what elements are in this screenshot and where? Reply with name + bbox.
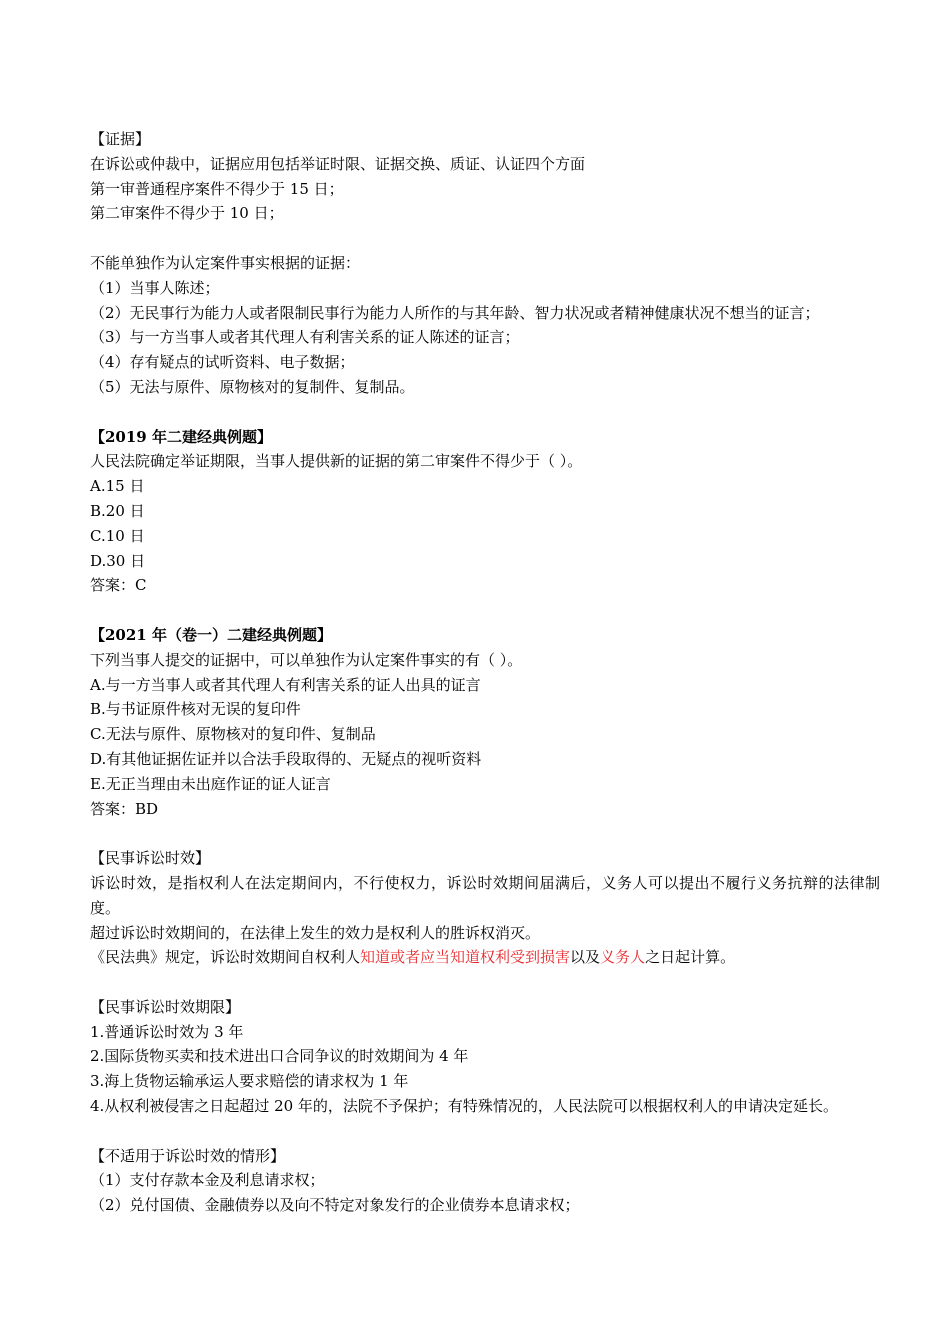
cannot-alone-item-4: （4）存有疑点的试听资料、电子数据； [90, 353, 355, 372]
cannot-alone-item-1: （1）当事人陈述； [90, 278, 220, 297]
document-page [90, 127, 880, 1218]
civil-code-rule [90, 945, 880, 970]
q2021-heading: 【2021 年（卷一）二建经典例题】 [90, 625, 332, 644]
civil-code-part-3: 之日起计算。 [645, 948, 736, 967]
not-applicable-item-1: （1）支付存款本金及利息请求权； [90, 1171, 325, 1190]
spacer [90, 400, 880, 425]
limitation-heading: 【民事诉讼时效】 [90, 849, 211, 868]
q2019-answer: 答案：C [90, 576, 147, 595]
evidence-heading: 【证据】 [90, 130, 151, 148]
limitation-definition: 诉讼时效，是指权利人在法定期间内，不行使权力，诉讼时效期间届满后，义务人可以提出不履行义务抗辩的法律制度。 [90, 873, 880, 917]
cannot-alone-item-2: （2）无民事行为能力人或者限制民事行为能力人所作的与其年龄、智力状况或者精神健康状况不想当的证言； [90, 303, 820, 322]
q2021-answer: 答案：BD [90, 799, 159, 818]
period-item-1: 1.普通诉讼时效为 3 年 [90, 1022, 244, 1041]
period-item-4: 4.从权利被侵害之日起超过 20 年的，法院不予保护；有特殊情况的，人民法院可以根据权利人的申请决定延长。 [90, 1097, 838, 1116]
civil-code-highlight-2: 义务人 [600, 948, 646, 967]
civil-code-part-2: 以及 [570, 948, 601, 967]
cannot-alone-title: 不能单独作为认定案件事实根据的证据： [90, 253, 361, 272]
civil-code-part-1: 《民法典》规定，诉讼时效期间自权利人 [90, 948, 361, 967]
spacer [90, 970, 880, 995]
q2019-question: 人民法院确定举证期限，当事人提供新的证据的第二审案件不得少于（ ）。 [90, 452, 583, 471]
spacer [90, 1119, 880, 1144]
q2021-option-e: E.无正当理由未出庭作证的证人证言 [90, 774, 331, 793]
periods-heading: 【民事诉讼时效期限】 [90, 997, 241, 1016]
evidence-line-1: 在诉讼或仲裁中，证据应用包括举证时限、证据交换、质证、认证四个方面 [90, 154, 586, 173]
q2021-option-b: B.与书证原件核对无误的复印件 [90, 700, 301, 719]
spacer [90, 598, 880, 623]
q2019-option-b: B.20 日 [90, 501, 145, 520]
q2021-question: 下列当事人提交的证据中，可以单独作为认定案件事实的有（ ）。 [90, 650, 523, 669]
spacer [90, 226, 880, 251]
q2021-option-c: C.无法与原件、原物核对的复印件、复制品 [90, 725, 376, 744]
q2021-option-d: D.有其他证据佐证并以合法手段取得的、无疑点的视听资料 [90, 749, 482, 768]
not-applicable-item-2: （2）兑付国债、金融债券以及向不特定对象发行的企业债券本息请求权； [90, 1196, 580, 1215]
not-applicable-heading: 【不适用于诉讼时效的情形】 [90, 1146, 286, 1165]
q2019-option-a: A.15 日 [90, 477, 145, 496]
period-item-3: 3.海上货物运输承运人要求赔偿的请求权为 1 年 [90, 1072, 409, 1091]
cannot-alone-item-5: （5）无法与原件、原物核对的复制件、复制品。 [90, 377, 415, 396]
q2019-option-d: D.30 日 [90, 551, 146, 570]
evidence-line-2: 第一审普通程序案件不得少于 15 日； [90, 179, 344, 198]
spacer [90, 821, 880, 846]
cannot-alone-item-3: （3）与一方当事人或者其代理人有利害关系的证人陈述的证言； [90, 328, 520, 347]
period-item-2: 2.国际货物买卖和技术进出口合同争议的时效期间为 4 年 [90, 1047, 469, 1066]
q2021-option-a: A.与一方当事人或者其代理人有利害关系的证人出具的证言 [90, 675, 481, 694]
q2019-option-c: C.10 日 [90, 526, 145, 545]
limitation-effect: 超过诉讼时效期间的，在法律上发生的效力是权利人的胜诉权消灭。 [90, 923, 541, 942]
evidence-line-3: 第二审案件不得少于 10 日； [90, 204, 284, 223]
q2019-heading: 【2019 年二建经典例题】 [90, 427, 272, 446]
civil-code-highlight-1: 知道或者应当知道权利受到损害 [360, 948, 571, 967]
